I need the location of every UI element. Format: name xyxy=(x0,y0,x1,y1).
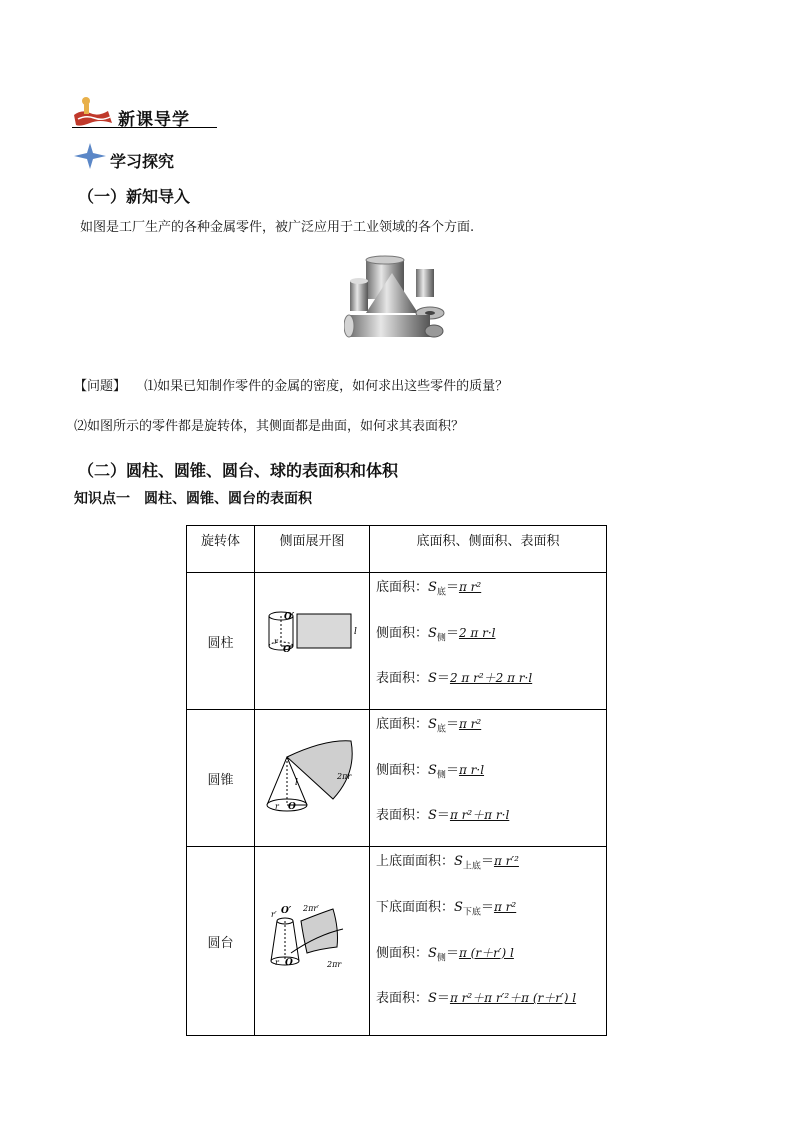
formula-value: π r² xyxy=(458,717,482,732)
formula-list xyxy=(376,577,606,689)
study-title: 学习探究 xyxy=(110,152,175,171)
formula-label: 侧面积： xyxy=(376,625,429,641)
formula-list xyxy=(376,851,606,1009)
solid-name: 圆柱 xyxy=(187,573,255,710)
svg-text:2πr: 2πr xyxy=(327,960,342,970)
formula-value: π r·l xyxy=(458,762,485,777)
formula-value: π r²＋π r′²＋π (r＋r′) l xyxy=(449,991,577,1006)
formula-equals: ＝ xyxy=(445,762,459,778)
formula-label: 侧面积： xyxy=(376,945,429,961)
formula-symbol: S xyxy=(428,580,437,595)
formula-equals: ＝ xyxy=(445,580,459,595)
table-header: 底面积、侧面积、表面积 xyxy=(370,526,607,573)
formula-label: 表面积： xyxy=(376,808,429,824)
formula-label: 下底面面积： xyxy=(376,899,455,915)
formula-label: 表面积： xyxy=(376,991,429,1007)
star-icon xyxy=(74,143,106,169)
svg-text:l: l xyxy=(295,778,298,789)
section-flag-icon xyxy=(72,95,116,127)
formula-subscript: 底 xyxy=(436,724,446,735)
formula-symbol: S xyxy=(428,991,437,1007)
formula-line xyxy=(376,668,606,689)
formula-value: π r′² xyxy=(493,854,519,869)
formula-symbol: S xyxy=(428,671,437,687)
formula-subscript: 下底 xyxy=(462,907,481,918)
formula-subscript: 上底 xyxy=(462,861,481,872)
svg-text:O: O xyxy=(285,958,293,969)
formula-line xyxy=(376,805,606,826)
svg-text:O′: O′ xyxy=(281,906,292,917)
formula-label: 上底面面积： xyxy=(376,854,455,870)
formula-label: 底面积： xyxy=(376,580,429,595)
formula-label: 侧面积： xyxy=(376,762,429,778)
formula-symbol: S xyxy=(454,854,463,870)
formula-label: 表面积： xyxy=(376,671,429,687)
formula-symbol: S xyxy=(428,945,437,961)
svg-text:r: r xyxy=(275,958,279,968)
formula-list xyxy=(376,714,606,826)
formula-line xyxy=(376,577,606,603)
formula-line xyxy=(376,943,606,969)
formula-value: π r²＋π r·l xyxy=(449,808,510,823)
table-row xyxy=(187,573,607,710)
table-row xyxy=(187,847,607,1036)
section-underline xyxy=(72,127,217,128)
formula-value: π (r＋r′) l xyxy=(458,945,514,960)
formula-subscript: 侧 xyxy=(436,770,446,781)
formula-equals: ＝ xyxy=(480,899,494,915)
formula-line xyxy=(376,760,606,786)
part2-heading: （二）圆柱、圆锥、圆台、球的表面积和体积 xyxy=(78,461,399,480)
formula-symbol: S xyxy=(454,899,463,915)
question-1: ⑴如果已知制作零件的金属的密度，如何求出这些零件的质量？ xyxy=(144,379,509,394)
table-row xyxy=(187,710,607,847)
question-2: ⑵如图所示的零件都是旋转体，其侧面都是曲面，如何求其表面积？ xyxy=(74,419,465,434)
svg-text:2πr′: 2πr′ xyxy=(303,904,319,914)
formula-label: 底面积： xyxy=(376,717,429,733)
section-header xyxy=(72,95,217,129)
formula-equals: ＝ xyxy=(445,717,459,733)
question-tag: 【问题】 xyxy=(74,379,127,394)
solid-name: 圆台 xyxy=(187,847,255,1036)
intro-text: 如图是工厂生产的各种金属零件，被广泛应用于工业领域的各个方面. xyxy=(80,220,475,235)
table-header: 侧面展开图 xyxy=(255,526,370,573)
svg-text:O: O xyxy=(288,802,296,813)
solid-name: 圆锥 xyxy=(187,710,255,847)
formula-value: π r² xyxy=(458,580,482,594)
formula-line xyxy=(376,851,606,877)
formula-equals: ＝ xyxy=(480,854,494,870)
formula-equals: ＝ xyxy=(436,991,450,1007)
frustum-diagram xyxy=(255,847,370,1036)
svg-text:r′: r′ xyxy=(271,910,277,920)
svg-text:O: O xyxy=(283,645,291,656)
cone-diagram xyxy=(255,710,370,847)
formula-value: 2 π r²＋2 π r·l xyxy=(449,671,533,686)
formula-subscript: 侧 xyxy=(436,953,446,964)
cylinder-diagram xyxy=(255,573,370,710)
svg-text:O′: O′ xyxy=(284,612,295,623)
formula-equals: ＝ xyxy=(436,671,450,687)
formula-value: π r² xyxy=(493,899,517,914)
formula-line xyxy=(376,897,606,923)
formula-equals: ＝ xyxy=(445,625,459,641)
table-header: 旋转体 xyxy=(187,526,255,573)
formula-line xyxy=(376,623,606,649)
svg-text:l: l xyxy=(354,627,357,638)
formula-line xyxy=(376,988,606,1009)
svg-text:2πr: 2πr xyxy=(337,772,352,782)
formula-equals: ＝ xyxy=(436,808,450,824)
formula-symbol: S xyxy=(428,625,437,641)
svg-text:r: r xyxy=(275,802,279,812)
formula-table xyxy=(186,525,607,1036)
knowledge-point-1: 知识点一 圆柱、圆锥、圆台的表面积 xyxy=(74,491,312,507)
section-title: 新课导学 xyxy=(118,110,190,130)
part1-heading: （一）新知导入 xyxy=(78,187,191,206)
formula-subscript: 底 xyxy=(436,587,446,598)
formula-line xyxy=(376,714,606,740)
formula-symbol: S xyxy=(428,717,437,733)
metal-parts-image xyxy=(344,255,450,347)
formula-equals: ＝ xyxy=(445,945,459,961)
svg-text:r: r xyxy=(274,637,278,647)
formula-subscript: 侧 xyxy=(436,633,446,644)
formula-symbol: S xyxy=(428,762,437,778)
formula-symbol: S xyxy=(428,808,437,824)
formula-value: 2 π r·l xyxy=(458,625,496,640)
